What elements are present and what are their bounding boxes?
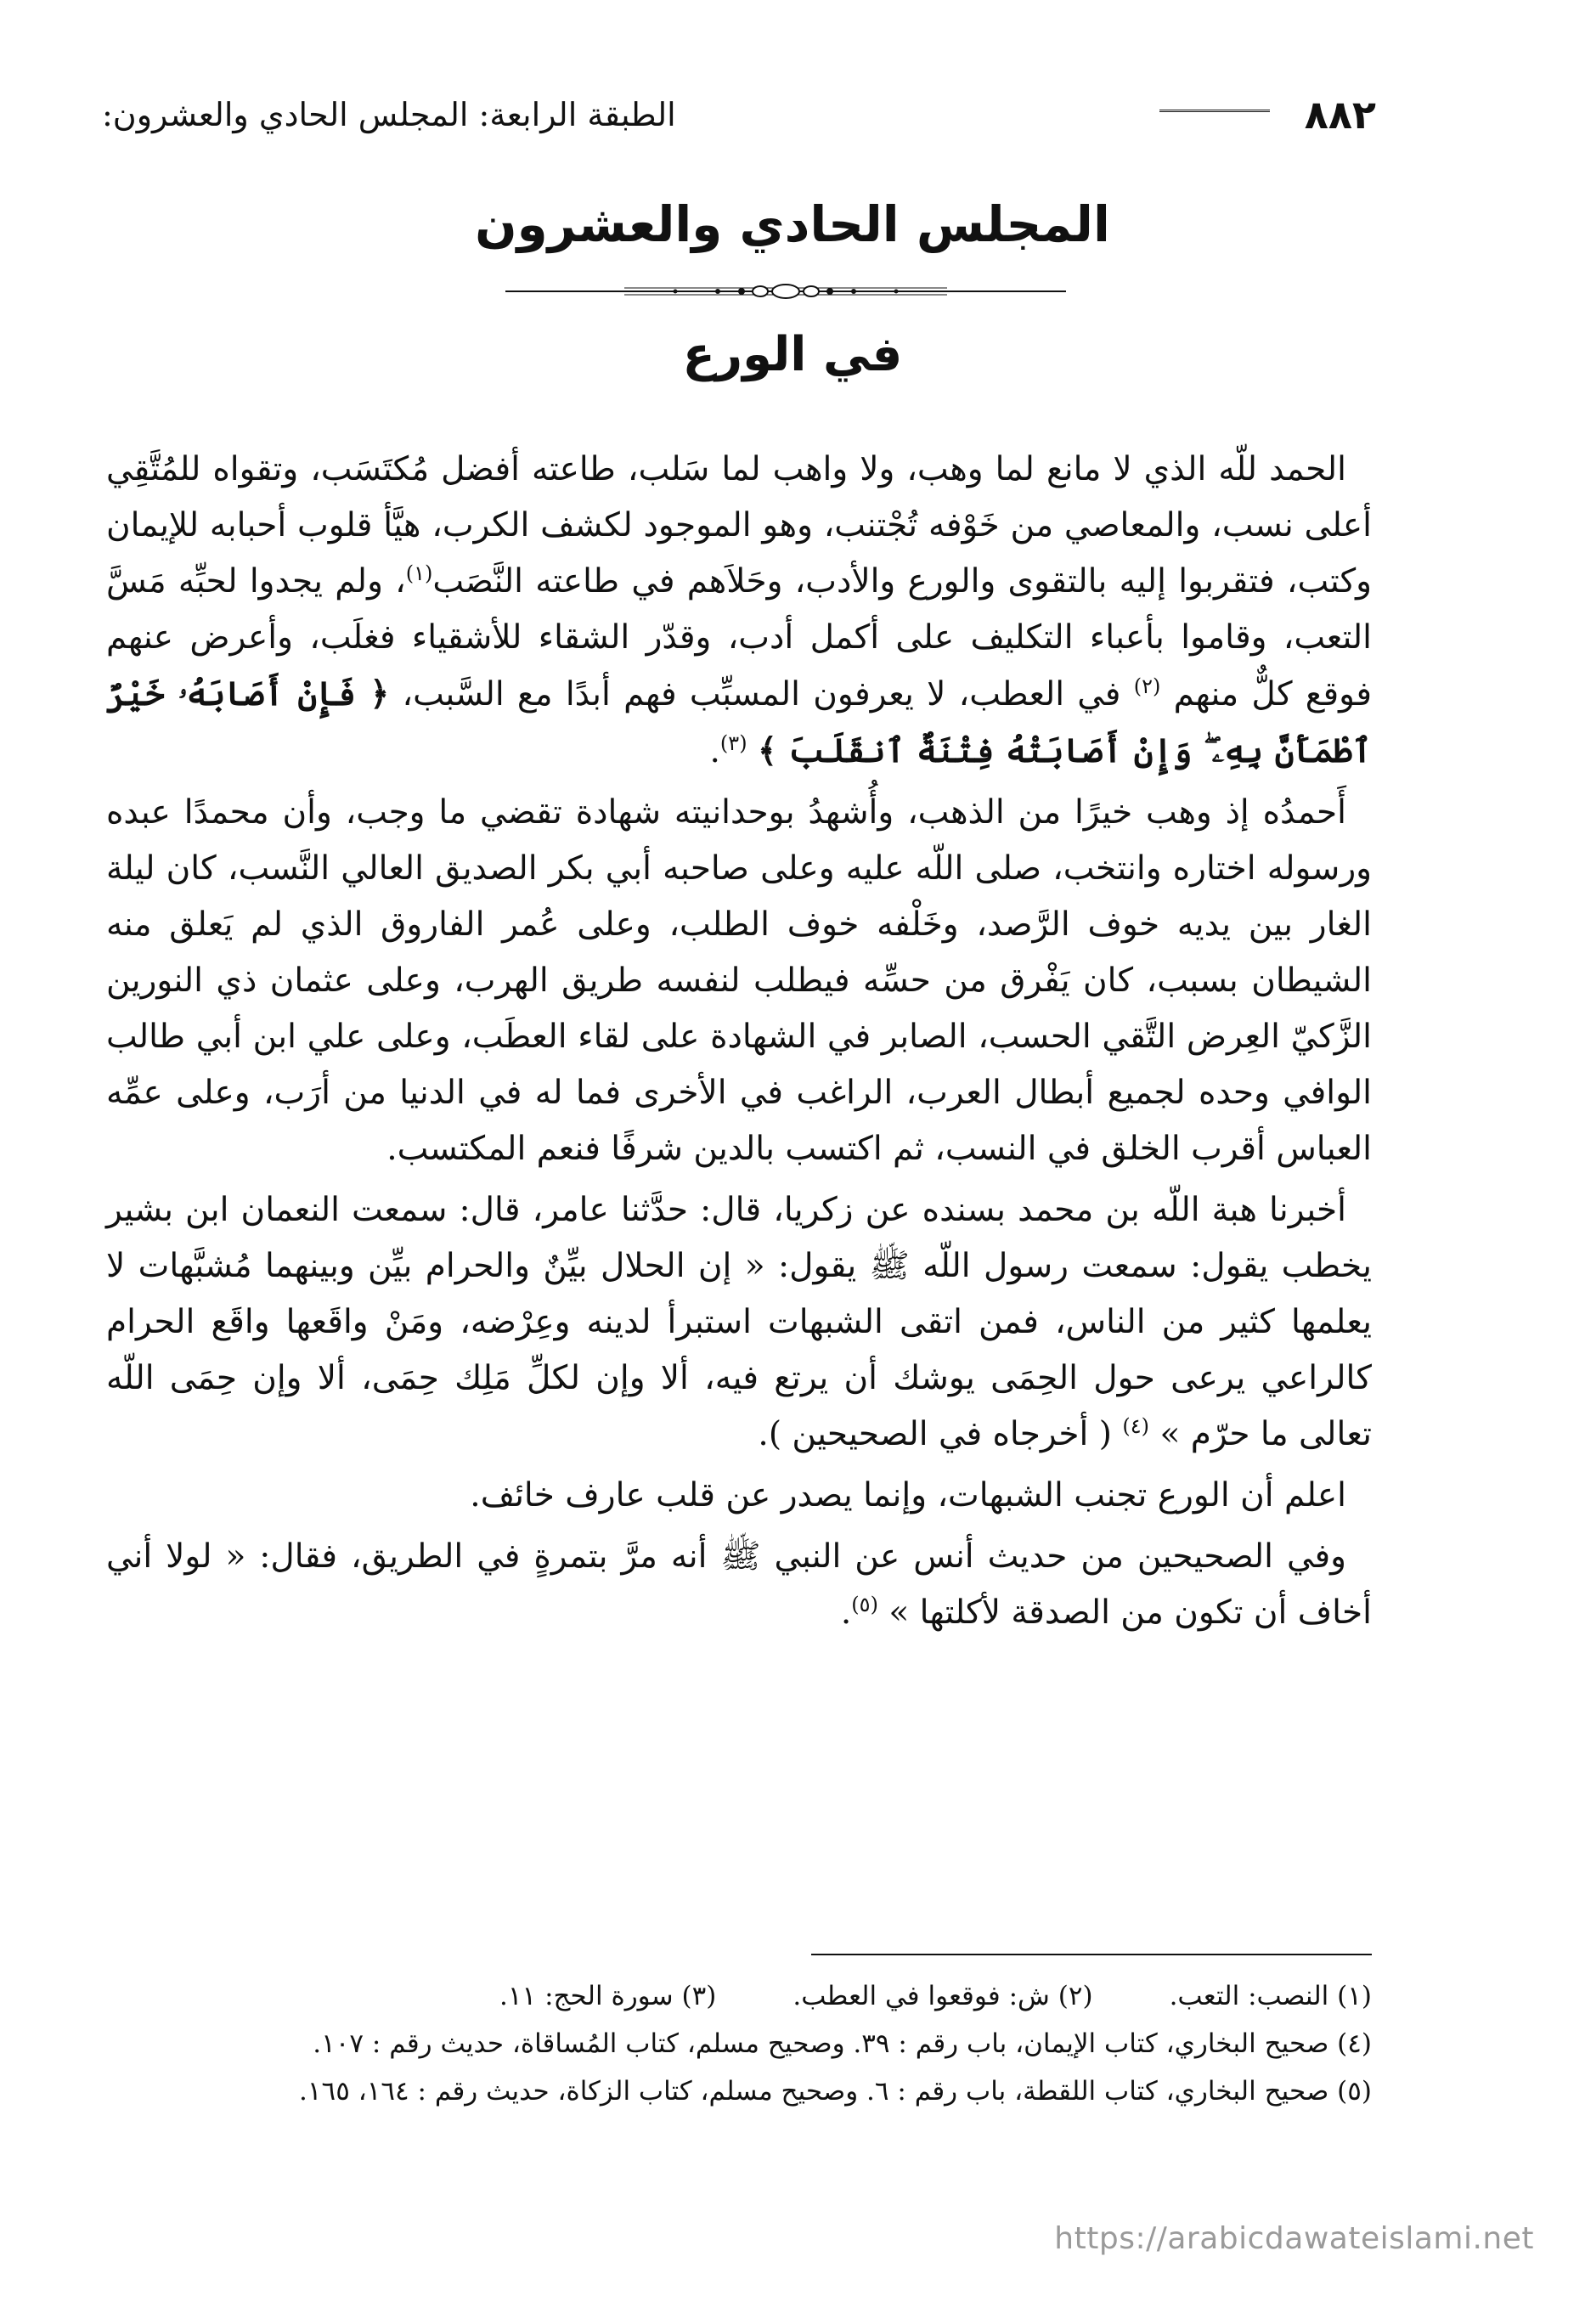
footnote-3: (٣) سورة الحج: ١١. [499, 1981, 717, 2011]
footnote-5: (٥) صحيح البخاري، كتاب اللقطة، باب رقم : ٦. وصحيح مسلم، كتاب الزكاة، حديث رقم : ١٦٤، ١٦٥. [299, 2076, 1372, 2107]
watermark: https://arabicdawateislami.net [1054, 2221, 1534, 2256]
quran-verse: ﴿ فَإِنْ أَصَابَهُۥ خَيْرٌ ٱطْمَأَنَّ بِهِۦ ۖ وَإِنْ أَصَابَتْهُ فِتْنَةٌ ٱنقَلَبَ ﴾ [106, 674, 1372, 770]
main-text [106, 442, 1372, 1646]
running-title: الطبقة الرابعة: المجلس الحادي والعشرون: [102, 96, 676, 133]
paragraph-wara: اعلم أن الورع تجنب الشبهات، وإنما يصدر عن قلب عارف خائف. [470, 1476, 1346, 1515]
text-segment: ، ولم يجدوا لحبِّه مَسَّ التعب، وقاموا بأعباء التكليف على أكمل أدب، وقدّر الشقاء للأشقياء فغلَب، وأعرض عنهم فوقع كلٌّ منهم [106, 562, 1372, 714]
ornament-divider [505, 279, 1066, 304]
page-number: ٨٨٢ [1304, 92, 1376, 138]
footnote-marker-2: (٢) [1133, 674, 1161, 698]
footnote-marker-3: (٣) [719, 731, 747, 755]
paragraph-hadith [106, 1182, 1372, 1463]
text-segment: . [709, 732, 720, 770]
text-segment: الحمد للّه الذي لا مانع لما وهب، ولا واهب لما سَلب، طاعته أفضل مُكتَسَب، وتقواه للمُتَّقِي أعلى نسب، والمعاصي من خَوْفه تُجْتنب، وهو الموجود لكشف الكرب، هيَّأ قلوب أحبابه للإيمان وكتب، فتقربوا إليه بالتقوى والورع والأدب، وحَلاَهم في طاعته النَّصَب [106, 450, 1372, 601]
footnote-1: (١) النصب: التعب. [1169, 1981, 1372, 2011]
footnote-row [106, 1972, 1372, 2020]
text-segment: في العطب، لا يعرفون المسبِّب فهم أبدًا مع السَّبب، [402, 675, 1121, 714]
footnotes [106, 1972, 1372, 2115]
footnote-marker-1: (١) [405, 561, 433, 585]
section-title: في الورع [682, 327, 903, 382]
footnote-divider [811, 1954, 1372, 1955]
paragraph-opening [106, 442, 1372, 780]
header-divider [1159, 110, 1270, 112]
footnote-marker-4: (٤) [1122, 1414, 1150, 1438]
paragraph-date [106, 1529, 1372, 1641]
text-segment: أخبرنا هبة اللّه بن محمد بسنده عن زكريا، قال: حدَّثنا عامر، قال: سمعت النعمان ابن بشير يخطب يقول: سمعت رسول اللّه ﷺ يقول: « إن الحلال بيِّنٌ والحرام بيِّن وبينهما مُشبَّهات لا يعلمها كثير من الناس، فمن اتقى الشبهات استبرأ لدينه وعِرْضه، ومَنْ واقَعها واقَع الحرام كالراعي يرعى حول الحِمَى يوشك أن يرتع فيه، ألا وإن لكلِّ مَلِك حِمَى، ألا وإن حِمَى اللّه تعالى ما حرّم » [106, 1191, 1372, 1453]
paragraph-praise: أَحمدُه إذ وهب خيرًا من الذهب، وأُشهدُ بوحدانيته شهادة تقضي ما وجب، وأن محمدًا عبده ورسوله اختاره وانتخب، صلى اللّه عليه وعلى صاحبه أبي بكر الصديق العالي النَّسب، كان ليلة الغار بين يديه خوف الرَّصد، وخَلْفه خوف الطلب، وعلى عُمر الفاروق الذي لم يَعلق منه الشيطان بسبب، كان يَفْرق من حسِّه فيطلب لنفسه طريق الهرب، وعلى عثمان ذي النورين الزَّكيّ العِرض التَّقي الحسب، الصابر في الشهادة على لقاء العطَب، وعلى علي ابن أبي طالب الوافي وحده لجميع أبطال العرب، الراغب في الأخرى فما له في الدنيا من أرَب، وعلى عمِّه العباس أقرب الخلق في النسب، ثم اكتسب بالدين شرفًا فنعم المكتسب. [106, 793, 1372, 1168]
text-segment: ( أخرجاه في الصحيحين ). [758, 1415, 1112, 1453]
footnote-2: (٢) ش: فوقعوا في العطب. [792, 1981, 1093, 2011]
text-segment: . [840, 1594, 852, 1632]
footnote-marker-5: (٥) [851, 1593, 878, 1616]
running-header [102, 89, 1376, 140]
text-segment: وفي الصحيحين من حديث أنس عن النبي ﷺ أنه مرَّ بتمرةٍ في الطريق، فقال: « لولا أني أخاف أن تكون من الصدقة لأكلتها » [106, 1537, 1372, 1632]
footnote-4: (٤) صحيح البخاري، كتاب الإيمان، باب رقم : ٣٩. وصحيح مسلم، كتاب المُساقاة، حديث رقم : ١٠٧. [313, 2028, 1372, 2059]
chapter-title: المجلس الحادي والعشرون [475, 195, 1110, 253]
